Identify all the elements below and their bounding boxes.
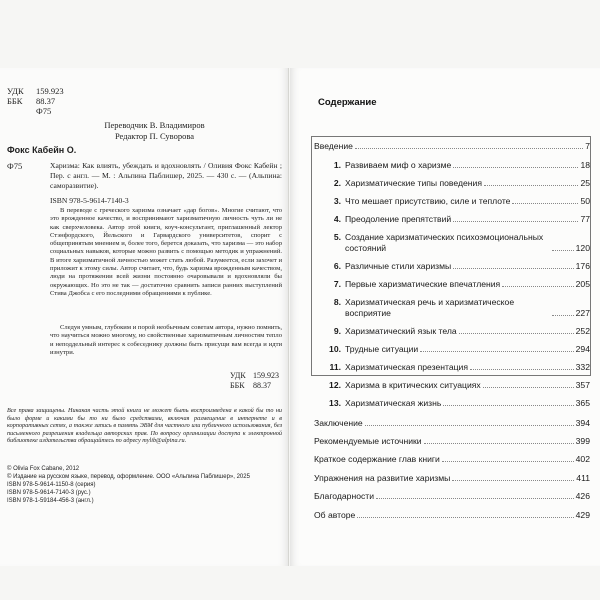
rights-notice: Все права защищены. Никакая часть этой книги не может быть воспроизведена в какой бы то ни было форме и какими бы то ни было средствами, включая размещение в интернете и в корпоративных сетях, а также запись в память ЭВМ для частного или публичного использования, без письменного разрешения владельца авторских прав. По вопросу организации доступа к электронной библиотеке издательства обращайтесь по адресу mylib@alpina.ru. xyxy=(7,407,282,445)
chapter-number: 4. xyxy=(333,213,341,224)
toc-entry-chapter-8 xyxy=(314,297,590,319)
cipher: Ф75 xyxy=(7,161,23,171)
leader-dots xyxy=(484,185,578,186)
chapter-title: Трудные ситуации xyxy=(345,343,419,354)
code-value: Ф75 xyxy=(36,106,52,116)
chapter-title: Создание харизматических психоэмоциональных состояний xyxy=(345,231,544,253)
chapter-page: 176 xyxy=(575,260,590,271)
code-value: 159.923 xyxy=(36,86,64,96)
toc-entry-title: Рекомендуемые источники xyxy=(314,435,422,446)
toc-entry-page: 411 xyxy=(576,472,590,483)
toc-entry-chapter-1 xyxy=(314,160,590,171)
chapter-number: 2. xyxy=(333,177,341,188)
toc-entry-chapter-3 xyxy=(314,196,590,207)
chapter-page: 357 xyxy=(575,379,590,390)
chapter-page: 18 xyxy=(580,159,590,170)
chapter-number: 8. xyxy=(333,296,341,307)
toc-entry-chapter-7 xyxy=(314,279,590,290)
toc-entry-page: 7 xyxy=(585,141,590,151)
isbn-line: ISBN 978-5-9614-1150-8 (серия) xyxy=(7,482,96,488)
translator: Переводчик В. Владимиров xyxy=(104,120,205,130)
toc-entry-about-author xyxy=(314,510,590,521)
toc-entry-title: Краткое содержание глав книги xyxy=(314,454,440,465)
chapter-number: 13. xyxy=(329,397,341,408)
chapter-number: 7. xyxy=(333,278,341,289)
leader-dots xyxy=(502,286,573,287)
toc-entry-title: Упражнения на развитие харизмы xyxy=(314,472,451,483)
code-label: УДК xyxy=(230,371,246,380)
leader-dots xyxy=(552,315,574,316)
code-label: УДК xyxy=(7,86,24,96)
chapter-title: Различные стили харизмы xyxy=(345,260,452,271)
toc-entry-page: 429 xyxy=(575,509,590,520)
toc-entry-page: 402 xyxy=(575,454,590,465)
chapter-title: Харизматическая презентация xyxy=(345,361,468,372)
toc-entry-chapter-9 xyxy=(314,326,590,337)
annotation-paragraph-2: Следуя умным, глубоким и порой необычным советам автора, нужно помнить, что научиться можно многому, но свойственные харизматичным личностям тепло и неподдельный интерес к собеседнику должны быть присущи вам всегда и идти изнутри. xyxy=(50,324,282,356)
leader-dots xyxy=(424,443,574,444)
toc-entry-exercises xyxy=(314,473,590,484)
credits xyxy=(0,120,289,142)
leader-dots xyxy=(470,369,574,370)
toc-entry-sources xyxy=(314,436,590,447)
leader-dots xyxy=(453,268,573,269)
toc-entry-title: Об авторе xyxy=(314,509,356,520)
classification-codes xyxy=(7,86,64,116)
toc-entry-summary xyxy=(314,454,590,465)
toc-entry-chapter-13 xyxy=(314,398,590,409)
leader-dots xyxy=(442,461,574,462)
chapter-page: 365 xyxy=(575,397,590,408)
annotation-paragraph-1: В переводе с греческого харизма означает «дар богов». Многие считают, что это врожденное качество, и воспринимают харизматичную личность чуть ли не как сверхчеловека. Автор этой книги, коуч-консультант, приглашенный лектор Стэнфордского, Йельского и Гарвардского университетов, спорит с общепринятым мнением и, более того, берется доказать, что харизма — это набор социальных навыков, которые можно развить с помощью методик и упражнений. В итоге харизматичной личностью может стать любой. Разумеется, если захочет и приложит к этому силы. Автор считает, что, будь харизма врожденным качеством, люди на протяжении всей жизни постоянно очаровывали и вдохновляли бы окружающих. Но это не так — достаточно сравнить записи ранних выступлений Стива Джобса с его последними обращениями к публике. xyxy=(50,207,282,297)
chapter-title: Харизматическая речь и харизматическое восприятие xyxy=(345,296,515,318)
chapter-page: 205 xyxy=(575,278,590,289)
chapter-title: Харизматическая жизнь xyxy=(345,397,442,408)
leader-dots xyxy=(453,221,578,222)
toc-entry-chapter-4 xyxy=(314,214,590,225)
chapter-page: 332 xyxy=(575,361,590,372)
toc-entry-chapter-2 xyxy=(314,178,590,189)
chapter-number: 6. xyxy=(333,260,341,271)
toc-entry-chapter-11 xyxy=(314,362,590,373)
copyright-block xyxy=(7,465,287,505)
code-value: 88.37 xyxy=(253,381,271,390)
table-of-contents xyxy=(314,141,590,521)
chapter-number: 3. xyxy=(333,195,341,206)
chapter-number: 11. xyxy=(329,361,341,372)
code-label: ББК xyxy=(230,381,245,390)
leader-dots xyxy=(512,203,578,204)
leader-dots xyxy=(355,148,583,149)
leader-dots xyxy=(452,480,574,481)
leader-dots xyxy=(552,250,574,251)
toc-entry-chapter-10 xyxy=(314,344,590,355)
isbn-line: ISBN 978-1-59184-456-3 (англ.) xyxy=(7,498,94,504)
chapter-title: Харизма в критических ситуациях xyxy=(345,379,481,390)
leader-dots xyxy=(459,333,574,334)
toc-entry-chapter-6 xyxy=(314,261,590,272)
code-value: 159.923 xyxy=(253,371,279,380)
leader-dots xyxy=(453,167,578,168)
isbn-line: ISBN 978-5-9614-7140-3 (рус.) xyxy=(7,490,91,496)
chapter-title: Харизматический язык тела xyxy=(345,325,457,336)
code-label xyxy=(7,106,36,116)
chapter-page: 77 xyxy=(580,213,590,224)
isbn-main: ISBN 978-5-9614-7140-3 xyxy=(50,196,129,205)
copyright-line: © Издание на русском языке, перевод, оформление. ООО «Альпина Паблишер», 2025 xyxy=(7,474,250,480)
chapter-page: 227 xyxy=(575,307,590,318)
leader-dots xyxy=(376,498,574,499)
classification-codes-bottom xyxy=(230,371,279,391)
chapter-page: 25 xyxy=(580,177,590,188)
chapter-title: Развиваем миф о харизме xyxy=(345,159,452,170)
toc-entry-acknowledgements xyxy=(314,491,590,502)
toc-entry-title: Благодарности xyxy=(314,491,375,502)
toc-entry-chapter-5 xyxy=(314,232,590,254)
chapter-number: 9. xyxy=(333,325,341,336)
chapter-title: Преодоление препятствий xyxy=(345,213,452,224)
chapter-page: 252 xyxy=(575,325,590,336)
leader-dots xyxy=(443,405,573,406)
toc-entry-page: 399 xyxy=(575,435,590,446)
toc-title: Содержание xyxy=(318,97,377,108)
toc-entry-chapter-12 xyxy=(314,380,590,391)
toc-entry-title: Заключение xyxy=(314,417,363,428)
bibliographic-description: Харизма: Как влиять, убеждать и вдохновлять / Оливия Фокс Кабейн ; Пер. с англ. — М. : Альпина Паблишер, 2025. — 430 с. — (Альпина: саморазвитие). xyxy=(50,161,282,190)
code-label: ББК xyxy=(7,96,23,106)
chapter-number: 5. xyxy=(333,231,341,242)
toc-entry-page: 426 xyxy=(575,491,590,502)
toc-entry-intro xyxy=(314,141,590,152)
code-value: 88.37 xyxy=(36,96,56,106)
copyright-line: © Olivia Fox Cabane, 2012 xyxy=(7,466,80,472)
chapter-number: 10. xyxy=(329,343,341,354)
leader-dots xyxy=(420,351,573,352)
chapter-number: 12. xyxy=(329,379,341,390)
leader-dots xyxy=(357,517,573,518)
leader-dots xyxy=(483,387,574,388)
chapter-title: Что мешает присутствию, силе и теплоте xyxy=(345,195,511,206)
chapter-page: 50 xyxy=(580,195,590,206)
toc-entry-page: 394 xyxy=(575,417,590,428)
chapter-title: Харизматические типы поведения xyxy=(345,177,482,188)
toc-entry-conclusion xyxy=(314,418,590,429)
chapter-title: Первые харизматические впечатления xyxy=(345,278,501,289)
chapter-page: 294 xyxy=(575,343,590,354)
editor: Редактор П. Суворова xyxy=(114,131,195,141)
leader-dots xyxy=(365,425,574,426)
chapter-number: 1. xyxy=(333,159,341,170)
chapter-page: 120 xyxy=(575,242,590,253)
author-heading: Фокс Кабейн О. xyxy=(7,145,77,155)
toc-entry-title: Введение xyxy=(314,141,353,151)
